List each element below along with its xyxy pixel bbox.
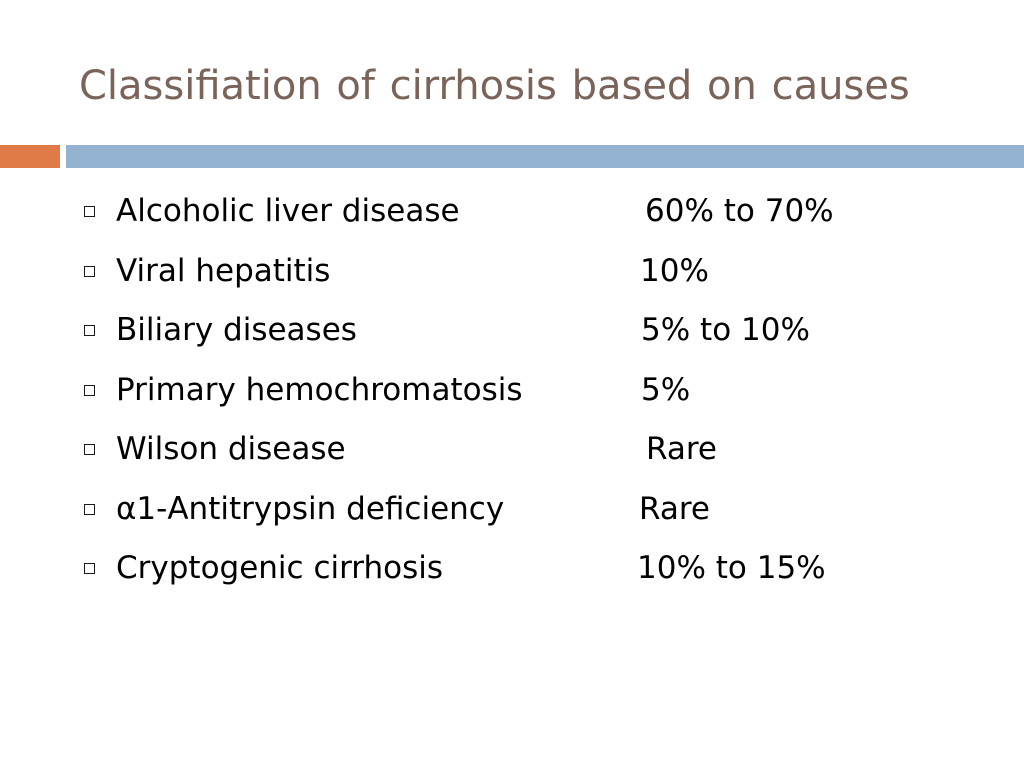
cause-list: [0, 183, 1024, 600]
cause-label: α1-Antitrypsin deficiency: [116, 490, 505, 527]
list-item: [0, 243, 1024, 303]
list-item: [0, 481, 1024, 541]
hollow-square-bullet-icon: [84, 563, 95, 574]
hollow-square-bullet-icon: [84, 444, 95, 455]
hollow-square-bullet-icon: [84, 504, 95, 515]
frequency-value: 60% to 70%: [645, 193, 834, 229]
frequency-value: 10%: [640, 252, 709, 289]
title-divider-bar: [66, 145, 1024, 168]
frequency-value: Rare: [639, 490, 710, 527]
list-item: [0, 183, 1024, 243]
cause-label: Viral hepatitis: [116, 252, 331, 289]
cause-label: Biliary diseases: [116, 312, 357, 348]
hollow-square-bullet-icon: [84, 385, 95, 396]
frequency-value: 5% to 10%: [641, 312, 810, 348]
list-item: [0, 302, 1024, 362]
cause-label: Alcoholic liver disease: [116, 193, 460, 229]
cause-label: Wilson disease: [116, 431, 346, 467]
list-item: [0, 421, 1024, 481]
accent-bar: [0, 145, 60, 168]
cause-label: Cryptogenic cirrhosis: [116, 550, 444, 586]
list-item: [0, 540, 1024, 600]
frequency-value: 10% to 15%: [637, 550, 826, 586]
frequency-value: 5%: [641, 371, 691, 408]
hollow-square-bullet-icon: [84, 325, 95, 336]
hollow-square-bullet-icon: [84, 266, 95, 277]
hollow-square-bullet-icon: [84, 206, 95, 217]
list-item: [0, 362, 1024, 422]
slide-title: Classifiation of cirrhosis based on causes: [79, 63, 910, 109]
cause-label: Primary hemochromatosis: [116, 371, 523, 408]
frequency-value: Rare: [646, 431, 717, 467]
